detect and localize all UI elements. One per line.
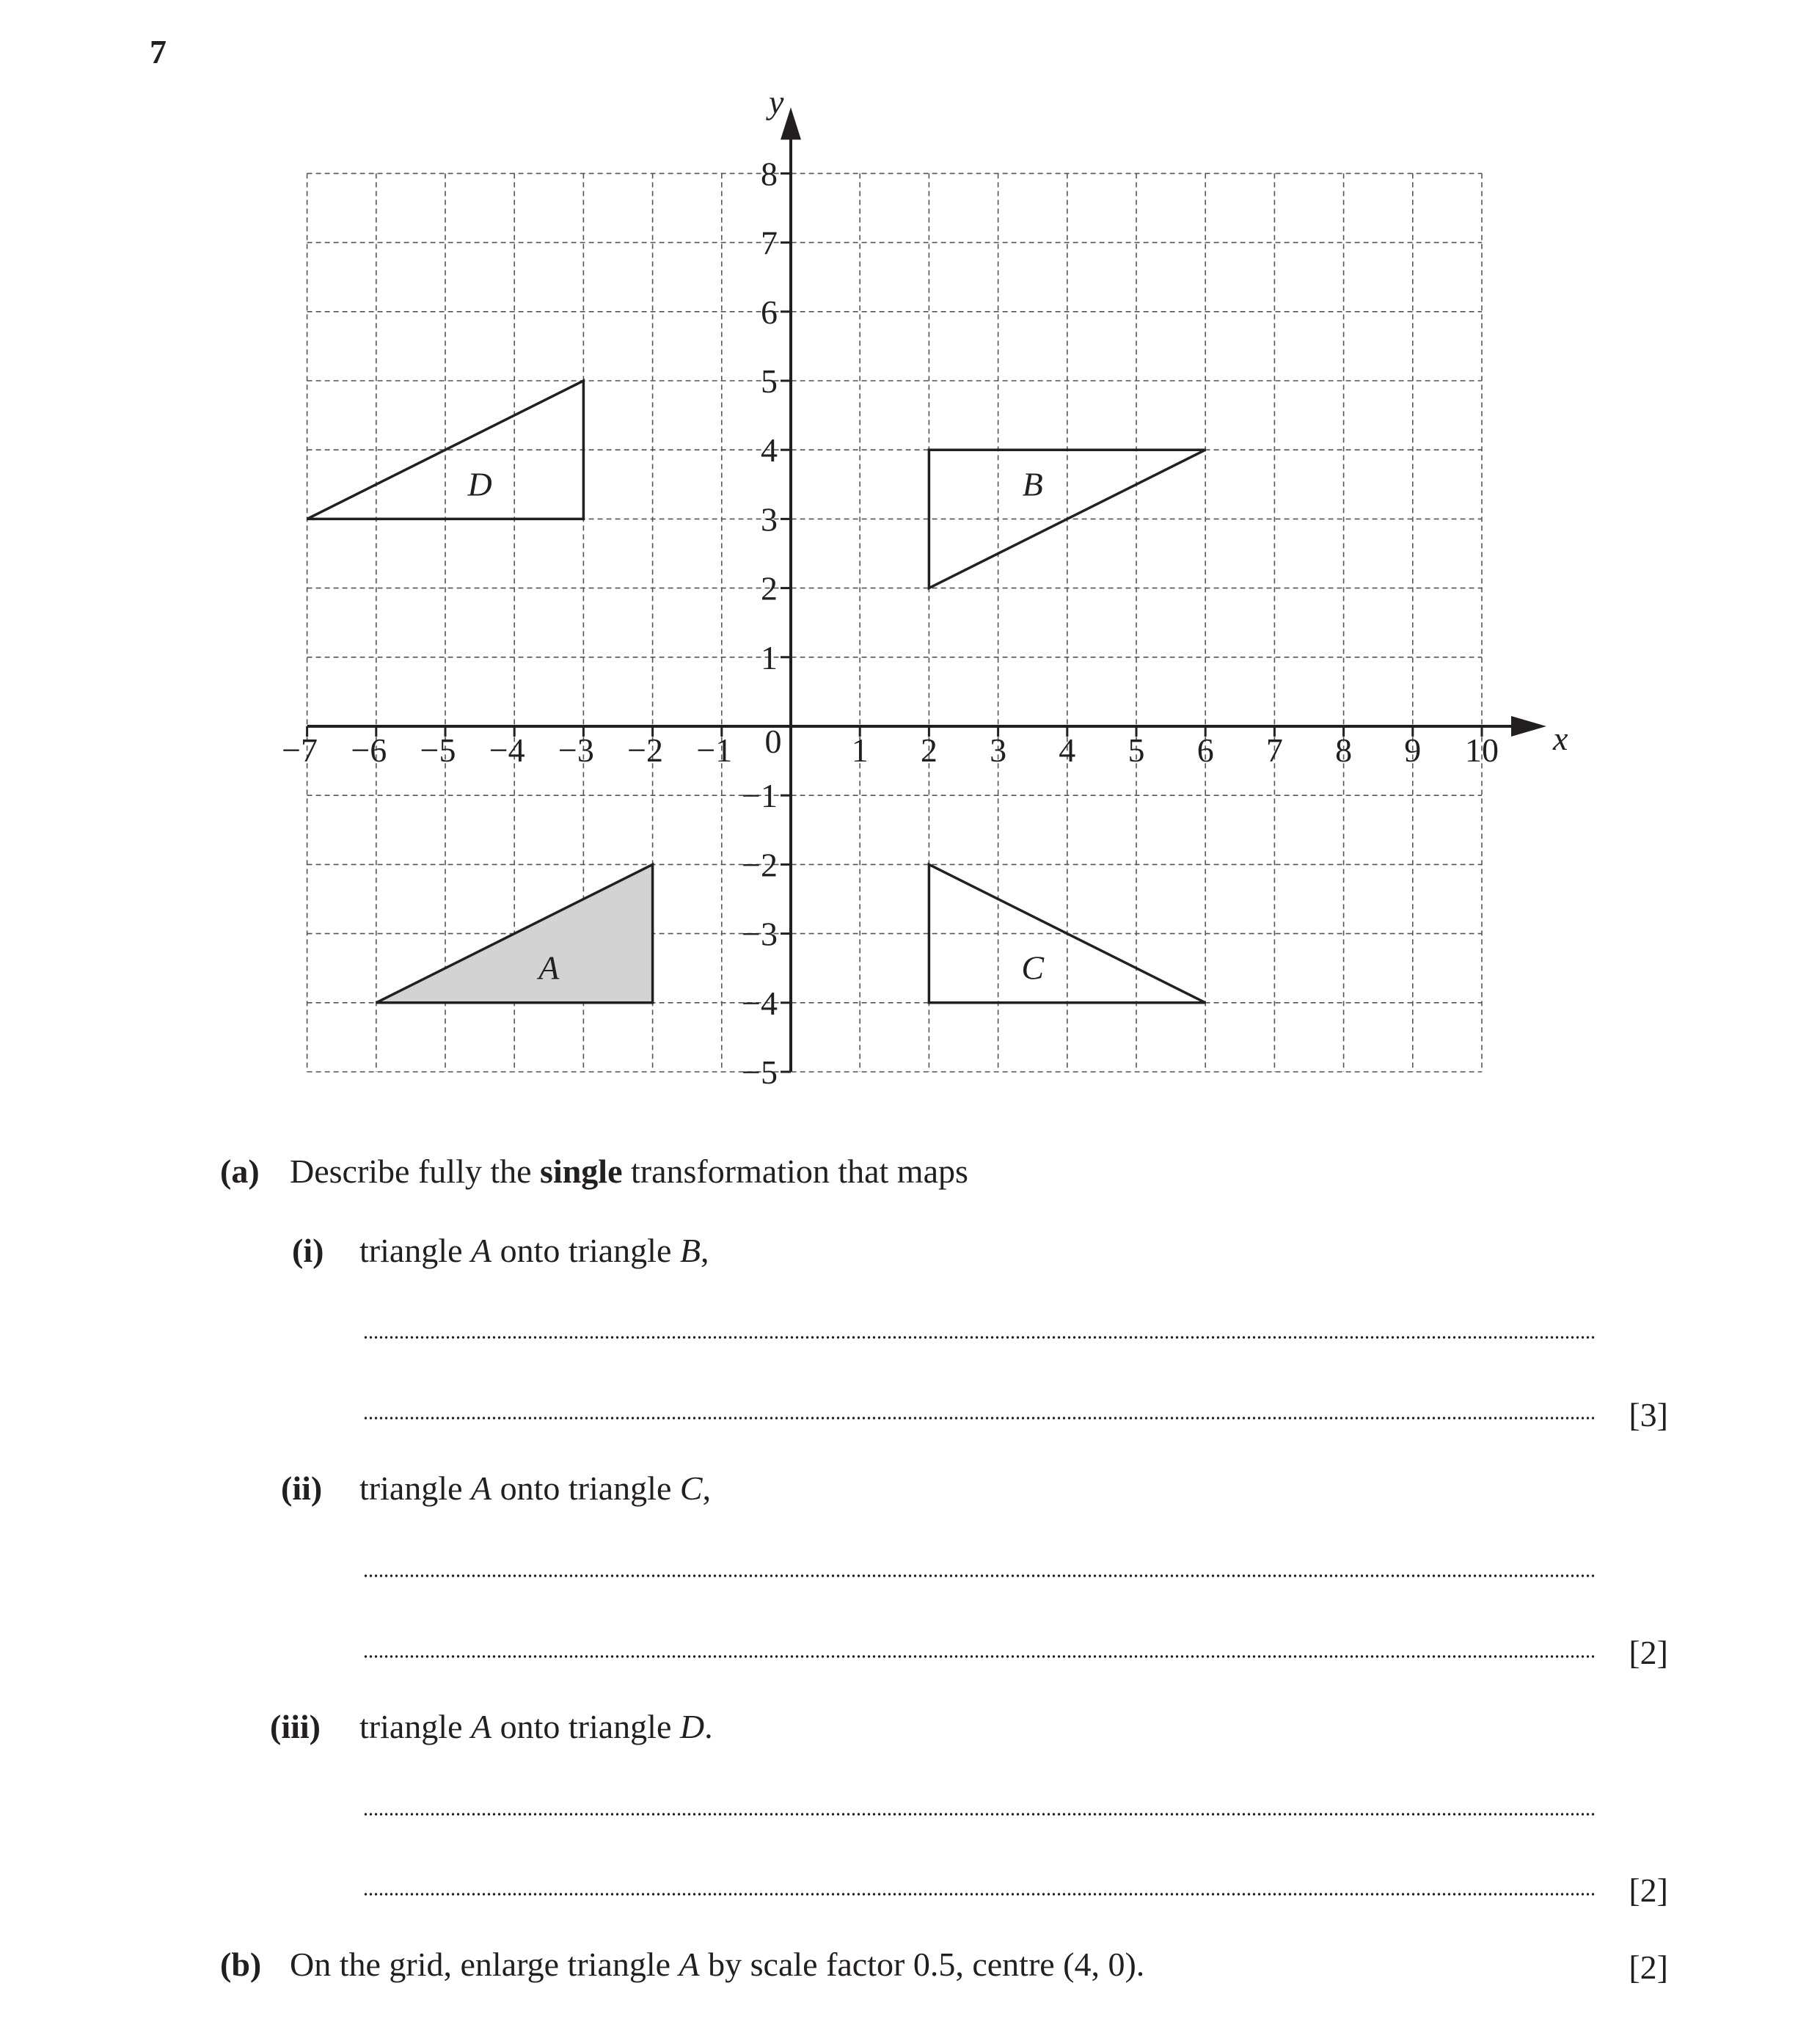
subpart-i-label: (i): [292, 1232, 324, 1269]
x-tick-label: −1: [696, 731, 733, 769]
answer-line[interactable]: [363, 1417, 1596, 1420]
y-tick-label: 8: [761, 155, 778, 193]
x-tick-label: 10: [1465, 731, 1499, 769]
y-tick-label: 3: [761, 500, 778, 538]
part-b-text: On the grid, enlarge triangle A by scale factor 0.5, centre (4, 0).: [290, 1946, 1145, 1983]
y-tick-label: 7: [761, 224, 778, 262]
y-tick-label: −5: [742, 1053, 778, 1091]
y-tick-label: −1: [742, 777, 778, 815]
y-tick-label: −4: [742, 984, 778, 1022]
x-tick-label: −6: [351, 731, 387, 769]
answer-line[interactable]: [363, 1574, 1596, 1577]
y-tick-label: 6: [761, 293, 778, 331]
x-tick-label: 2: [920, 731, 938, 769]
marks-b: [2]: [1629, 1949, 1668, 1986]
part-a-prompt: Describe fully the single transformation that maps: [290, 1153, 968, 1190]
triangle-label-b: B: [1022, 465, 1043, 503]
y-tick-label: 1: [761, 638, 778, 676]
x-tick-label: 6: [1196, 731, 1214, 769]
x-tick-label: −5: [420, 731, 456, 769]
triangle-label-d: D: [467, 465, 492, 503]
marks-i: [3]: [1629, 1396, 1668, 1433]
triangle-d: [307, 381, 584, 519]
question-number: 7: [150, 33, 167, 70]
x-axis-arrow: [1511, 716, 1546, 737]
subpart-iii-text: triangle A onto triangle D.: [359, 1708, 713, 1745]
y-tick-label: 5: [761, 362, 778, 400]
answer-line[interactable]: [363, 1336, 1596, 1339]
marks-iii: [2]: [1629, 1871, 1668, 1909]
y-tick-label: −3: [742, 915, 778, 953]
x-tick-label: 4: [1059, 731, 1076, 769]
x-tick-label: 1: [851, 731, 869, 769]
y-tick-label: 2: [761, 569, 778, 607]
marks-ii: [2]: [1629, 1634, 1668, 1671]
y-tick-label: −2: [742, 846, 778, 884]
part-b-label: (b): [220, 1946, 262, 1983]
origin-label: 0: [764, 723, 782, 760]
x-tick-label: 8: [1335, 731, 1353, 769]
part-a-label: (a): [220, 1153, 260, 1190]
subpart-ii-text: triangle A onto triangle C,: [359, 1469, 712, 1507]
subpart-i-text: triangle A onto triangle B,: [359, 1232, 709, 1269]
x-tick-label: −3: [558, 731, 594, 769]
x-tick-label: −2: [627, 731, 664, 769]
x-tick-label: 7: [1265, 731, 1283, 769]
x-tick-label: 9: [1404, 731, 1422, 769]
answer-line[interactable]: [363, 1893, 1596, 1896]
triangle-label-a: A: [538, 949, 560, 987]
x-tick-label: −4: [489, 731, 525, 769]
x-tick-label: −7: [282, 731, 318, 769]
subpart-iii-label: (iii): [270, 1708, 321, 1745]
x-tick-label: 3: [990, 731, 1007, 769]
subpart-ii-label: (ii): [281, 1469, 323, 1507]
y-axis-label: y: [769, 83, 784, 121]
y-tick-label: 4: [761, 431, 778, 470]
x-axis-label: x: [1553, 720, 1568, 757]
answer-line[interactable]: [363, 1655, 1596, 1658]
answer-line[interactable]: [363, 1813, 1596, 1816]
x-tick-label: 5: [1128, 731, 1145, 769]
triangle-label-c: C: [1021, 949, 1045, 987]
